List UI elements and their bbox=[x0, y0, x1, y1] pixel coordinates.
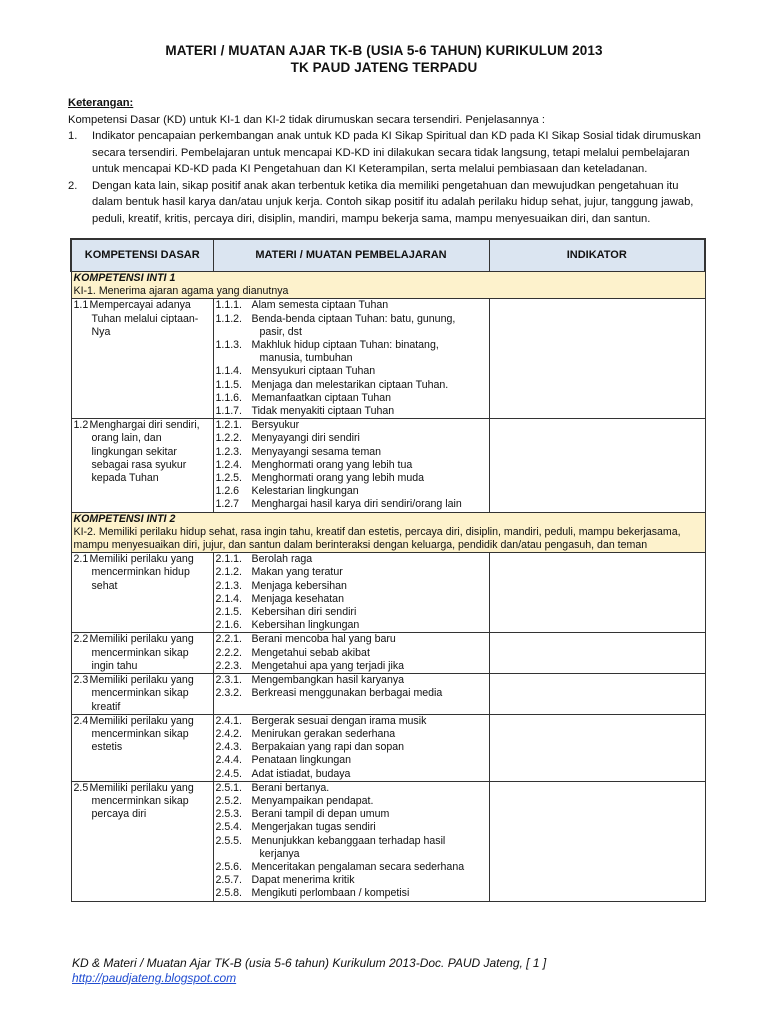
materi-item bbox=[216, 782, 487, 795]
materi-number bbox=[216, 326, 252, 339]
materi-number: 2.2.2. bbox=[215, 646, 243, 659]
materi-number: 2.1.3. bbox=[215, 579, 243, 592]
materi-item bbox=[216, 874, 487, 887]
kd-text-line: Memiliki perilaku yang bbox=[89, 633, 194, 646]
header-kompetensi-dasar: KOMPETENSI DASAR bbox=[71, 239, 213, 272]
indikator-cell bbox=[489, 633, 705, 674]
materi-text: Makan yang teratur bbox=[251, 566, 343, 579]
kd-text-line: Memiliki perilaku yang bbox=[89, 553, 194, 566]
materi-item bbox=[216, 485, 487, 498]
materi-item bbox=[216, 647, 487, 660]
materi-item bbox=[216, 687, 487, 700]
kompetensi-dasar-cell bbox=[71, 553, 213, 633]
ki-row bbox=[71, 272, 705, 299]
materi-number: 2.1.1. bbox=[215, 553, 243, 566]
materi-number: 2.4.4. bbox=[215, 754, 243, 767]
materi-text: Mengetahui sebab akibat bbox=[251, 646, 370, 659]
kompetensi-dasar-cell bbox=[71, 674, 213, 715]
materi-number: 1.1.1. bbox=[215, 299, 243, 312]
kd-text-line: mencerminkan sikap bbox=[91, 727, 189, 740]
kd-text-line: sehat bbox=[91, 579, 118, 592]
materi-item bbox=[216, 728, 487, 741]
materi-number: 2.3.2. bbox=[215, 687, 243, 700]
ki-description: KI-1. Menerima ajaran agama yang dianutnya bbox=[73, 285, 289, 298]
materi-text: Berkreasi menggunakan berbagai media bbox=[251, 687, 443, 700]
materi-item bbox=[216, 498, 487, 511]
indikator-cell bbox=[489, 419, 705, 512]
materi-item bbox=[216, 821, 487, 834]
materi-number: 2.4.1. bbox=[215, 714, 243, 727]
ki-row bbox=[71, 512, 705, 553]
materi-item bbox=[216, 606, 487, 619]
materi-text: Menunjukkan kebanggaan terhadap hasil bbox=[251, 834, 446, 847]
kd-number: 2.1 bbox=[73, 553, 89, 566]
materi-number: 2.1.4. bbox=[215, 592, 243, 605]
ki-description: KI-2. Memiliki perilaku hidup sehat, rasa ingin tahu, kreatif dan estetis, percaya diri, disiplin, mandiri, peduli, mampu bekerjasama, mampu menyesuaikan diri, jujur, dan santun dalam berinteraksi dengan keluarga, pendidik dan/atau pengasuh, dan teman bbox=[73, 525, 681, 552]
materi-item bbox=[216, 326, 487, 339]
materi-number bbox=[216, 352, 252, 365]
materi-text: Menyayangi diri sendiri bbox=[251, 432, 360, 445]
kd-text-line: mencerminkan sikap bbox=[91, 794, 189, 807]
materi-item bbox=[216, 835, 487, 848]
materi-item bbox=[216, 432, 487, 445]
materi-number: 2.5.3. bbox=[215, 808, 243, 821]
table-header-row bbox=[71, 239, 705, 272]
keterangan-point bbox=[68, 128, 718, 178]
materi-text: Kelestarian lingkungan bbox=[251, 485, 359, 498]
materi-item bbox=[216, 459, 487, 472]
kompetensi-dasar-cell bbox=[71, 633, 213, 674]
materi-number: 1.1.3. bbox=[215, 339, 243, 352]
page-footer bbox=[72, 956, 546, 986]
materi-item bbox=[216, 352, 487, 365]
materi-text: Penataan lingkungan bbox=[251, 754, 352, 767]
materi-text: Makhluk hidup ciptaan Tuhan: binatang, bbox=[251, 339, 439, 352]
materi-text: Menjaga kesehatan bbox=[251, 592, 344, 605]
document-subtitle: TK PAUD JATENG TERPADU bbox=[290, 60, 478, 75]
footer-text: KD & Materi / Muatan Ajar TK-B (usia 5-6 tahun) Kurikulum 2013-Doc. PAUD Jateng, [ 1 ] bbox=[72, 956, 547, 970]
indikator-cell bbox=[489, 674, 705, 715]
materi-number: 1.2.6 bbox=[215, 485, 240, 498]
materi-text: manusia, tumbuhan bbox=[259, 352, 353, 365]
kd-text-line: Nya bbox=[91, 325, 111, 338]
materi-text: Kebersihan diri sendiri bbox=[251, 606, 357, 619]
materi-item bbox=[216, 715, 487, 728]
materi-text: Mensyukuri ciptaan Tuhan bbox=[251, 365, 376, 378]
header-materi: MATERI / MUATAN PEMBELAJARAN bbox=[213, 239, 489, 272]
ki-title: KOMPETENSI INTI 1 bbox=[73, 272, 176, 284]
materi-text: Menjaga kebersihan bbox=[251, 579, 347, 592]
materi-item bbox=[216, 566, 487, 579]
materi-text: Memanfaatkan ciptaan Tuhan bbox=[251, 391, 392, 404]
materi-number: 2.5.4. bbox=[215, 821, 243, 834]
kd-text-line: sebagai rasa syukur bbox=[91, 458, 187, 471]
indikator-cell bbox=[489, 299, 705, 419]
materi-number: 2.3.1. bbox=[215, 674, 243, 687]
materi-text: Berpakaian yang rapi dan sopan bbox=[251, 741, 405, 754]
materi-number: 1.1.2. bbox=[215, 312, 243, 325]
materi-item bbox=[216, 861, 487, 874]
materi-number: 2.1.5. bbox=[215, 606, 243, 619]
kd-text-line: mencerminkan sikap bbox=[91, 646, 189, 659]
kd-text-line: percaya diri bbox=[91, 808, 147, 821]
materi-item bbox=[216, 808, 487, 821]
indikator-cell bbox=[489, 781, 705, 901]
point-line: Indikator pencapaian perkembangan anak untuk KD pada KI Sikap Spiritual dan KD pada KI Sikap Sosial tidak dirumuskan bbox=[92, 130, 701, 142]
materi-text: Mengerjakan tugas sendiri bbox=[251, 821, 376, 834]
materi-cell bbox=[213, 299, 489, 419]
materi-item bbox=[216, 405, 487, 418]
keterangan-heading: Keterangan: bbox=[68, 97, 134, 109]
kd-text-line: Menghargai diri sendiri, bbox=[89, 419, 200, 432]
table-row bbox=[71, 781, 705, 901]
materi-cell bbox=[213, 714, 489, 781]
table-row bbox=[71, 714, 705, 781]
point-line: peduli, kreatif, kritis, percaya diri, disiplin, mandiri, mampu bekerja sama, mampu menyesuaikan diri, dan santun. bbox=[92, 212, 651, 225]
document-title: MATERI / MUATAN AJAR TK-B (USIA 5-6 TAHUN) KURIKULUM 2013 bbox=[165, 43, 603, 58]
kd-text-line: lingkungan sekitar bbox=[91, 445, 177, 458]
materi-item bbox=[216, 299, 487, 312]
materi-item bbox=[216, 593, 487, 606]
point-number: 2. bbox=[68, 179, 78, 192]
point-line: secara tersendiri. Pembelajaran untuk mencapai KD-KD ini dilakukan secara tidak langsung, tetapi melalui pembelajaran bbox=[92, 146, 690, 159]
materi-number: 2.5.1. bbox=[215, 781, 243, 794]
kd-text-line: Memiliki perilaku yang bbox=[89, 781, 194, 794]
kd-text-line: estetis bbox=[91, 741, 123, 754]
kd-number: 2.2 bbox=[73, 633, 89, 646]
ki-cell bbox=[71, 272, 705, 299]
materi-item bbox=[216, 768, 487, 781]
kd-text-line: kreatif bbox=[91, 700, 121, 713]
kd-text-line: orang lain, dan bbox=[91, 432, 162, 445]
point-text bbox=[92, 128, 701, 178]
materi-item bbox=[216, 848, 487, 861]
materi-number bbox=[216, 848, 252, 861]
kd-number: 1.2 bbox=[73, 419, 89, 432]
materi-text: Menceritakan pengalaman secara sederhana bbox=[251, 860, 465, 873]
materi-text: Mengikuti perlombaan / kompetisi bbox=[251, 887, 410, 900]
materi-item bbox=[216, 795, 487, 808]
kd-number: 2.5 bbox=[73, 781, 89, 794]
materi-item bbox=[216, 619, 487, 632]
materi-item bbox=[216, 887, 487, 900]
materi-text: Benda-benda ciptaan Tuhan: batu, gunung, bbox=[251, 312, 456, 325]
kompetensi-dasar-cell bbox=[71, 419, 213, 512]
point-line: dalam bentuk hasil karya dan/atau unjuk kerja. Contoh sikap positif itu adalah perilaku hidup sehat, jujur, tanggung jawab, bbox=[92, 196, 694, 208]
materi-item bbox=[216, 580, 487, 593]
materi-item bbox=[216, 633, 487, 646]
materi-text: Menghargai hasil karya diri sendiri/orang lain bbox=[251, 498, 462, 511]
materi-text: Tidak menyakiti ciptaan Tuhan bbox=[251, 405, 395, 418]
materi-text: Berolah raga bbox=[251, 553, 313, 566]
materi-item bbox=[216, 754, 487, 767]
materi-text: pasir, dst bbox=[259, 325, 302, 338]
materi-cell bbox=[213, 553, 489, 633]
materi-text: Berani tampil di depan umum bbox=[251, 808, 390, 821]
materi-item bbox=[216, 379, 487, 392]
kd-text-line: Memiliki perilaku yang bbox=[89, 714, 194, 727]
table-row bbox=[71, 419, 705, 512]
materi-item bbox=[216, 419, 487, 432]
materi-number: 1.1.6. bbox=[215, 391, 243, 404]
materi-text: Menirukan gerakan sederhana bbox=[251, 727, 396, 740]
table-row bbox=[71, 633, 705, 674]
materi-text: Dapat menerima kritik bbox=[251, 874, 355, 887]
materi-text: Menyayangi sesama teman bbox=[251, 445, 382, 458]
materi-item bbox=[216, 339, 487, 352]
kd-number: 1.1 bbox=[73, 299, 89, 312]
materi-item bbox=[216, 553, 487, 566]
kd-text-line: Memiliki perilaku yang bbox=[89, 674, 194, 687]
materi-number: 1.1.7. bbox=[215, 405, 243, 418]
materi-item bbox=[216, 472, 487, 485]
materi-number: 2.5.8. bbox=[215, 887, 243, 900]
table-row bbox=[71, 553, 705, 633]
kd-number: 2.4 bbox=[73, 714, 89, 727]
materi-cell bbox=[213, 633, 489, 674]
materi-text: Mengetahui apa yang terjadi jika bbox=[251, 659, 405, 672]
materi-cell bbox=[213, 419, 489, 512]
footer-link[interactable]: http://paudjateng.blogspot.com bbox=[72, 971, 237, 985]
ki-title: KOMPETENSI INTI 2 bbox=[73, 512, 176, 525]
materi-number: 1.1.5. bbox=[215, 378, 243, 391]
materi-number: 2.2.1. bbox=[215, 633, 243, 646]
materi-number: 2.2.3. bbox=[215, 659, 243, 672]
materi-number: 2.4.3. bbox=[215, 741, 243, 754]
materi-number: 1.2.3. bbox=[215, 445, 243, 458]
materi-item bbox=[216, 446, 487, 459]
kompetensi-dasar-cell bbox=[71, 714, 213, 781]
table-row bbox=[71, 674, 705, 715]
materi-text: Menyampaikan pendapat. bbox=[251, 794, 374, 807]
materi-number: 2.5.5. bbox=[215, 834, 243, 847]
materi-number: 1.2.4. bbox=[215, 458, 243, 471]
point-text bbox=[92, 178, 693, 228]
materi-text: Menjaga dan melestarikan ciptaan Tuhan. bbox=[251, 378, 449, 391]
materi-item bbox=[216, 660, 487, 673]
materi-text: Menghormati orang yang lebih muda bbox=[251, 472, 425, 485]
keterangan-points bbox=[68, 128, 718, 227]
materi-number: 2.4.2. bbox=[215, 727, 243, 740]
kd-number: 2.3 bbox=[73, 674, 89, 687]
keterangan-intro: Kompetensi Dasar (KD) untuk KI-1 dan KI-2 tidak dirumuskan secara tersendiri. Penjelasannya : bbox=[68, 113, 545, 126]
ki-cell bbox=[71, 512, 705, 553]
materi-text: Adat istiadat, budaya bbox=[251, 767, 351, 780]
materi-text: Kebersihan lingkungan bbox=[251, 619, 360, 632]
materi-number: 2.5.2. bbox=[215, 794, 243, 807]
kompetensi-dasar-cell bbox=[71, 781, 213, 901]
kompetensi-dasar-cell bbox=[71, 299, 213, 419]
materi-number: 2.1.6. bbox=[215, 619, 243, 632]
point-line: untuk mencapai KD-KD pada KI Pengetahuan dan KI Keterampilan, serta melalui pembiasaan dan keteladanan. bbox=[92, 163, 648, 175]
kd-text-line: kepada Tuhan bbox=[91, 472, 159, 485]
materi-cell bbox=[213, 674, 489, 715]
kd-text-line: mencerminkan hidup bbox=[91, 566, 190, 579]
table-row bbox=[71, 299, 705, 419]
materi-number: 1.1.4. bbox=[215, 365, 243, 378]
materi-number: 1.2.7 bbox=[215, 498, 240, 511]
keterangan-section bbox=[68, 95, 718, 227]
materi-number: 2.5.6. bbox=[215, 860, 243, 873]
materi-text: Berani bertanya. bbox=[251, 781, 330, 794]
kompetensi-table bbox=[70, 238, 706, 902]
materi-number: 1.2.5. bbox=[215, 472, 243, 485]
kd-text-line: ingin tahu bbox=[91, 659, 138, 672]
point-number: 1. bbox=[68, 130, 78, 142]
kd-text-line: mencerminkan sikap bbox=[91, 687, 189, 700]
materi-number: 1.2.2. bbox=[215, 432, 243, 445]
materi-text: Bergerak sesuai dengan irama musik bbox=[251, 714, 427, 727]
materi-item bbox=[216, 674, 487, 687]
materi-number: 2.4.5. bbox=[215, 767, 243, 780]
materi-text: kerjanya bbox=[259, 847, 300, 860]
materi-text: Menghormati orang yang lebih tua bbox=[251, 458, 413, 471]
materi-text: Alam semesta ciptaan Tuhan bbox=[251, 299, 389, 312]
kd-text-line: Mempercayai adanya bbox=[89, 299, 191, 312]
kd-text-line: Tuhan melalui ciptaan- bbox=[91, 312, 199, 325]
materi-number: 2.1.2. bbox=[215, 566, 243, 579]
table-body bbox=[71, 272, 705, 902]
materi-item bbox=[216, 392, 487, 405]
indikator-cell bbox=[489, 553, 705, 633]
materi-text: Berani mencoba hal yang baru bbox=[251, 633, 396, 646]
indikator-cell bbox=[489, 714, 705, 781]
materi-number: 1.2.1. bbox=[215, 419, 243, 432]
keterangan-point bbox=[68, 178, 718, 228]
materi-number: 2.5.7. bbox=[215, 874, 243, 887]
materi-item bbox=[216, 741, 487, 754]
point-line: Dengan kata lain, sikap positif anak akan terbentuk ketika dia memiliki pengetahuan dan mewujudkan pengetahuan itu bbox=[92, 179, 679, 192]
materi-text: Bersyukur bbox=[251, 419, 300, 432]
materi-item bbox=[216, 365, 487, 378]
materi-text: Mengembangkan hasil karyanya bbox=[251, 674, 405, 687]
materi-item bbox=[216, 313, 487, 326]
header-indikator: INDIKATOR bbox=[489, 239, 705, 272]
materi-cell bbox=[213, 781, 489, 901]
